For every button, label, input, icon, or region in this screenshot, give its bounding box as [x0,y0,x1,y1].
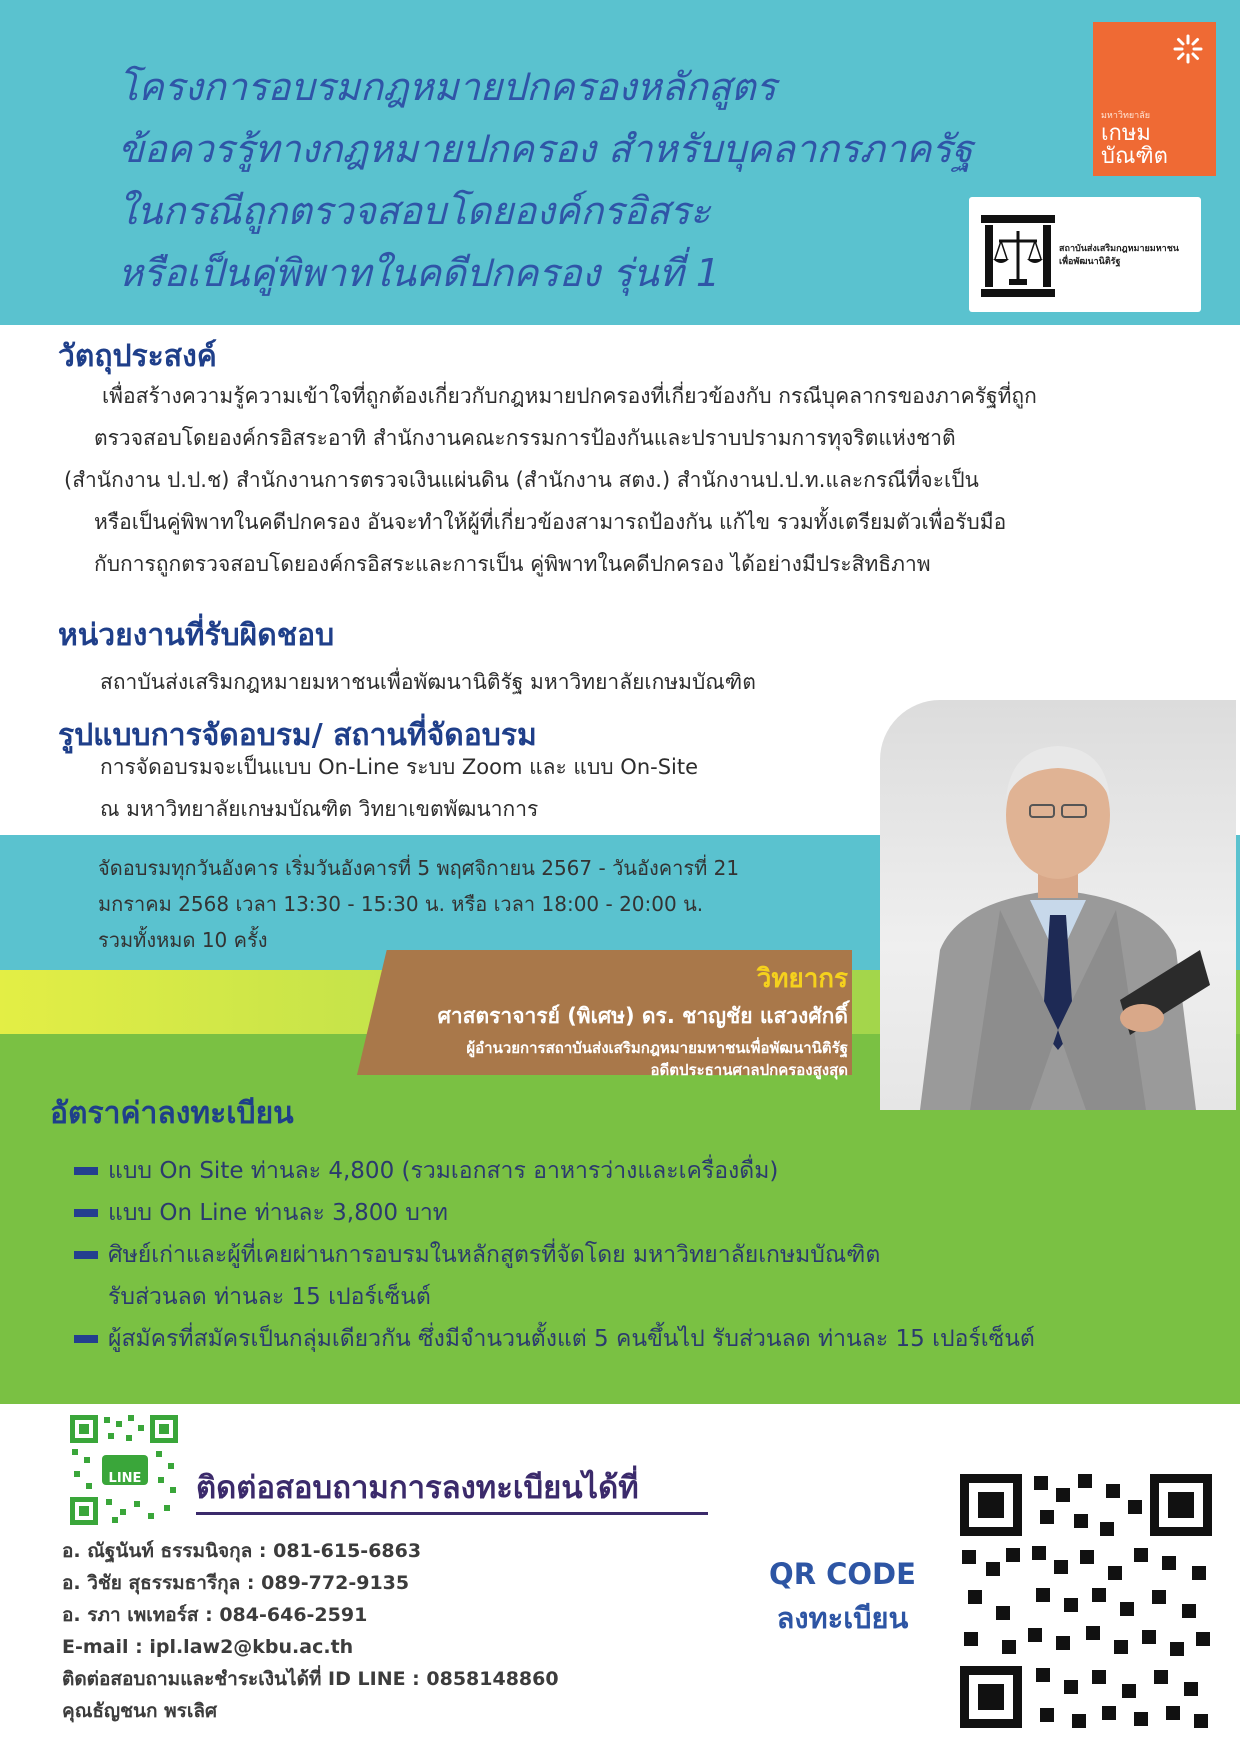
objective-line-2: ตรวจสอบโดยองค์กรอิสระอาทิ สำนักงานคณะกรรมการป้องกันและปราบปรามการทุจริตแห่งชาติ [94,426,956,450]
ipl-logo [969,197,1201,312]
speaker-name: ศาสตราจารย์ (พิเศษ) ดร. ชาญชัย แสวงศักดิ์ [437,1004,848,1028]
speaker-position-2: อดีตประธานศาลปกครองสูงสุด [650,1061,848,1079]
objective-line-5: กับการถูกตรวจสอบโดยองค์กรอิสระและการเป็น คู่พิพาทในคดีปกครอง ได้อย่างมีประสิทธิภาพ [94,552,931,576]
contact-line-1: อ. ณัฐนันท์ ธรรมนิจกุล : 081-615-6863 [62,1540,422,1562]
fee-item [70,1318,1230,1360]
kbu-logo-name [1101,122,1168,168]
kbu-logo-line1: เกษม [1101,121,1151,146]
bullet-icon [74,1167,98,1175]
contact-heading: ติดต่อสอบถามการลงทะเบียนได้ที่ [196,1470,639,1506]
fee-item [70,1234,1230,1318]
schedule-line-3: รวมทั้งหมด 10 ครั้ง [98,928,268,952]
format-line-2: ณ มหาวิทยาลัยเกษมบัณฑิต วิทยาเขตพัฒนาการ [100,797,539,821]
objective-line-4: หรือเป็นคู่พิพาทในคดีปกครอง อันจะทำให้ผู้ที่เกี่ยวข้องสามารถป้องกัน แก้ไข รวมทั้งเตรียมตัวเพื่อรับมือ [94,510,1007,534]
contact-line-id: ติดต่อสอบถามและชำระเงินได้ที่ ID LINE : 0858148860 [62,1668,559,1690]
header-banner [0,0,1240,325]
fee-list [70,1150,1230,1360]
fee-item-text: ศิษย์เก่าและผู้ที่เคยผ่านการอบรมในหลักสูตรที่จัดโดย มหาวิทยาลัยเกษมบัณฑิต [108,1242,881,1268]
title-line-1: โครงการอบรมกฎหมายปกครองหลักสูตร [118,65,777,109]
title-line-2: ข้อควรรู้ทางกฎหมายปกครอง สำหรับบุคลากรภาครัฐ [118,127,973,171]
objective-heading: วัตถุประสงค์ [58,339,217,374]
title-line-4: หรือเป็นคู่พิพาทในคดีปกครอง รุ่นที่ 1 [118,251,721,295]
fee-item [70,1150,1230,1192]
line-qr-label: LINE [108,1471,142,1486]
star-burst-icon [1173,34,1203,64]
fee-item-text: แบบ On Line ท่านละ 3,800 บาท [108,1200,448,1226]
ipl-logo-line2: เพื่อพัฒนานิติรัฐ [1059,257,1121,267]
contact-line-6: คุณธัญชนก พรเลิศ [62,1700,218,1722]
ipl-logo-text [1059,243,1179,269]
responsible-heading: หน่วยงานที่รับผิดชอบ [58,618,335,653]
registration-qr-code[interactable] [956,1470,1216,1732]
registration-qr-label [745,1552,940,1640]
speaker-photo [880,700,1236,1110]
course-title [118,56,998,304]
title-line-3: ในกรณีถูกตรวจสอบโดยองค์กรอิสระ [118,189,711,233]
ipl-logo-line1: สถาบันส่งเสริมกฎหมายมหาชน [1059,244,1179,254]
speaker-role: วิทยากร [756,964,848,994]
speaker-illustration [880,700,1236,1110]
responsible-text: สถาบันส่งเสริมกฎหมายมหาชนเพื่อพัฒนานิติรัฐ มหาวิทยาลัยเกษมบัณฑิต [100,670,756,694]
contact-line-2: อ. วิชัย สุธรรมธารีกุล : 089-772-9135 [62,1572,410,1594]
fee-heading: อัตราค่าลงทะเบียน [50,1096,294,1131]
qr-label-line-2: ลงทะเบียน [776,1601,909,1635]
contact-divider [196,1512,708,1515]
fee-item-text: แบบ On Site ท่านละ 4,800 (รวมเอกสาร อาหารว่างและเครื่องดื่ม) [108,1158,779,1184]
objective-text [64,375,1214,585]
bullet-icon [74,1335,98,1343]
fee-item-text: ผู้สมัครที่สมัครเป็นกลุ่มเดียวกัน ซึ่งมีจำนวนตั้งแต่ 5 คนขึ้นไป รับส่วนลด ท่านละ 15 เปอร์เซ็นต์ [108,1326,1035,1352]
line-qr-code[interactable] [68,1413,180,1527]
contact-email[interactable]: E-mail : ipl.law2@kbu.ac.th [62,1636,354,1658]
kbu-logo-line2: บัณฑิต [1101,144,1168,169]
kbu-logo-small: มหาวิทยาลัย [1101,111,1151,121]
schedule-text [98,850,739,958]
format-text [100,746,698,830]
bullet-icon [74,1209,98,1217]
scales-of-justice-icon [979,211,1057,299]
objective-line-3: (สำนักงาน ป.ป.ช) สำนักงานการตรวจเงินแผ่นดิน (สำนักงาน สตง.) สำนักงานป.ป.ท.และกรณีที่จะเป็น [64,468,979,492]
contact-list [62,1535,559,1727]
schedule-line-2: มกราคม 2568 เวลา 13:30 - 15:30 น. หรือ เวลา 18:00 - 20:00 น. [98,892,704,916]
bullet-icon [74,1251,98,1259]
format-line-1: การจัดอบรมจะเป็นแบบ On-Line ระบบ Zoom และ แบบ On-Site [100,755,699,779]
speaker-position-1: ผู้อำนวยการสถาบันส่งเสริมกฎหมายมหาชนเพื่อพัฒนานิติรัฐ [466,1039,848,1057]
fee-item-text-2: รับส่วนลด ท่านละ 15 เปอร์เซ็นต์ [108,1284,431,1310]
qr-label-line-1: QR CODE [769,1557,916,1591]
objective-line-1: เพื่อสร้างความรู้ความเข้าใจที่ถูกต้องเกี่ยวกับกฎหมายปกครองที่เกี่ยวข้องกับ กรณีบุคลากรของภาครัฐที่ถูก [102,384,1037,408]
kbu-logo [1093,22,1216,176]
format-heading: รูปแบบการจัดอบรม/ สถานที่จัดอบรม [58,718,537,753]
schedule-line-1: จัดอบรมทุกวันอังคาร เริ่มวันอังคารที่ 5 พฤศจิกายน 2567 - วันอังคารที่ 21 [98,856,740,880]
fee-item [70,1192,1230,1234]
contact-line-3: อ. รภา เพเทอร์ส : 084-646-2591 [62,1604,368,1626]
